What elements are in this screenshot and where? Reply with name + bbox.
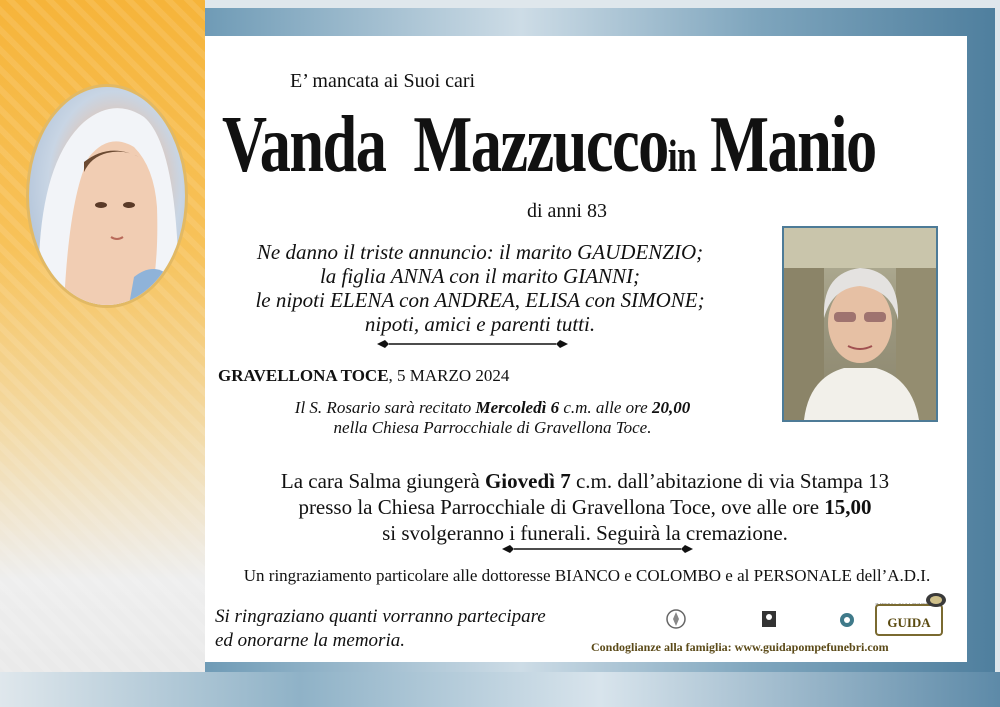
association-logo-icon bbox=[759, 608, 779, 630]
date: , 5 MARZO 2024 bbox=[388, 366, 510, 385]
condolences-link[interactable]: Condoglianze alla famiglia: www.guidapompefunebri.com bbox=[591, 640, 889, 654]
age-text: di anni 83 bbox=[527, 200, 607, 222]
frame-bottom-band bbox=[0, 672, 1000, 707]
federation-logo-icon bbox=[837, 610, 857, 630]
ornamental-divider bbox=[375, 338, 570, 350]
funeral-text: presso la Chiesa Parrocchiale di Gravellona Toce, ove alle ore bbox=[298, 495, 825, 519]
first-name: Vanda bbox=[222, 101, 386, 189]
funeral-text: c.m. dall’abitazione di via Stampa 13 bbox=[570, 469, 890, 493]
rosary-time: 20,00 bbox=[651, 398, 691, 417]
anniversary-badge-icon bbox=[925, 592, 947, 608]
closing-line: ed onorarne la memoria. bbox=[215, 630, 405, 651]
portrait-photo bbox=[782, 226, 938, 422]
announcement-line: la figlia ANNA con il marito GIANNI; bbox=[319, 264, 641, 288]
announcement-line: Ne danno il triste annuncio: il marito GAUDENZIO; bbox=[256, 240, 704, 264]
thanks-text: Un ringraziamento particolare alle dottoresse BIANCO e COLOMBO e al PERSONALE dell’A.D.I. bbox=[243, 566, 931, 585]
funeral-day: Giovedì 7 bbox=[484, 469, 571, 493]
place: GRAVELLONA TOCE bbox=[218, 366, 389, 385]
rosary-location: nella Chiesa Parrocchiale di Gravellona Toce. bbox=[333, 418, 652, 437]
name-connector: in bbox=[667, 130, 697, 181]
rosary-day: Mercoledì 6 bbox=[475, 398, 560, 417]
place-date bbox=[218, 366, 509, 386]
sponsor-logos bbox=[635, 598, 955, 638]
announcement-line: le nipoti ELENA con ANDREA, ELISA con SIMONE; bbox=[255, 288, 705, 312]
announcement bbox=[200, 240, 760, 336]
rosary-text: Il S. Rosario sarà recitato bbox=[294, 398, 476, 417]
rosary-text: c.m. alle ore bbox=[559, 398, 652, 417]
intro-text: E’ mancata ai Suoi cari bbox=[290, 70, 476, 92]
funeral-text: si svolgeranno i funerali. Seguirà la cremazione. bbox=[382, 521, 788, 545]
ornamental-divider bbox=[500, 543, 695, 555]
guida-logo: GUIDA bbox=[875, 604, 943, 636]
rosary-notice bbox=[220, 398, 765, 438]
closing-text bbox=[215, 605, 575, 653]
announcement-line: nipoti, amici e parenti tutti. bbox=[364, 312, 596, 336]
surname: Mazzucco bbox=[413, 101, 668, 189]
madonna-oval-image bbox=[26, 84, 188, 308]
closing-line: Si ringraziano quanti vorranno partecipare bbox=[215, 606, 546, 627]
deceased-name bbox=[222, 100, 876, 191]
married-name: Manio bbox=[710, 101, 876, 189]
funeral-text: La cara Salma giungerà bbox=[280, 469, 485, 493]
funeral-time: 15,00 bbox=[824, 495, 872, 519]
cremation-logo-icon bbox=[665, 608, 687, 630]
funeral-notice bbox=[210, 468, 960, 546]
